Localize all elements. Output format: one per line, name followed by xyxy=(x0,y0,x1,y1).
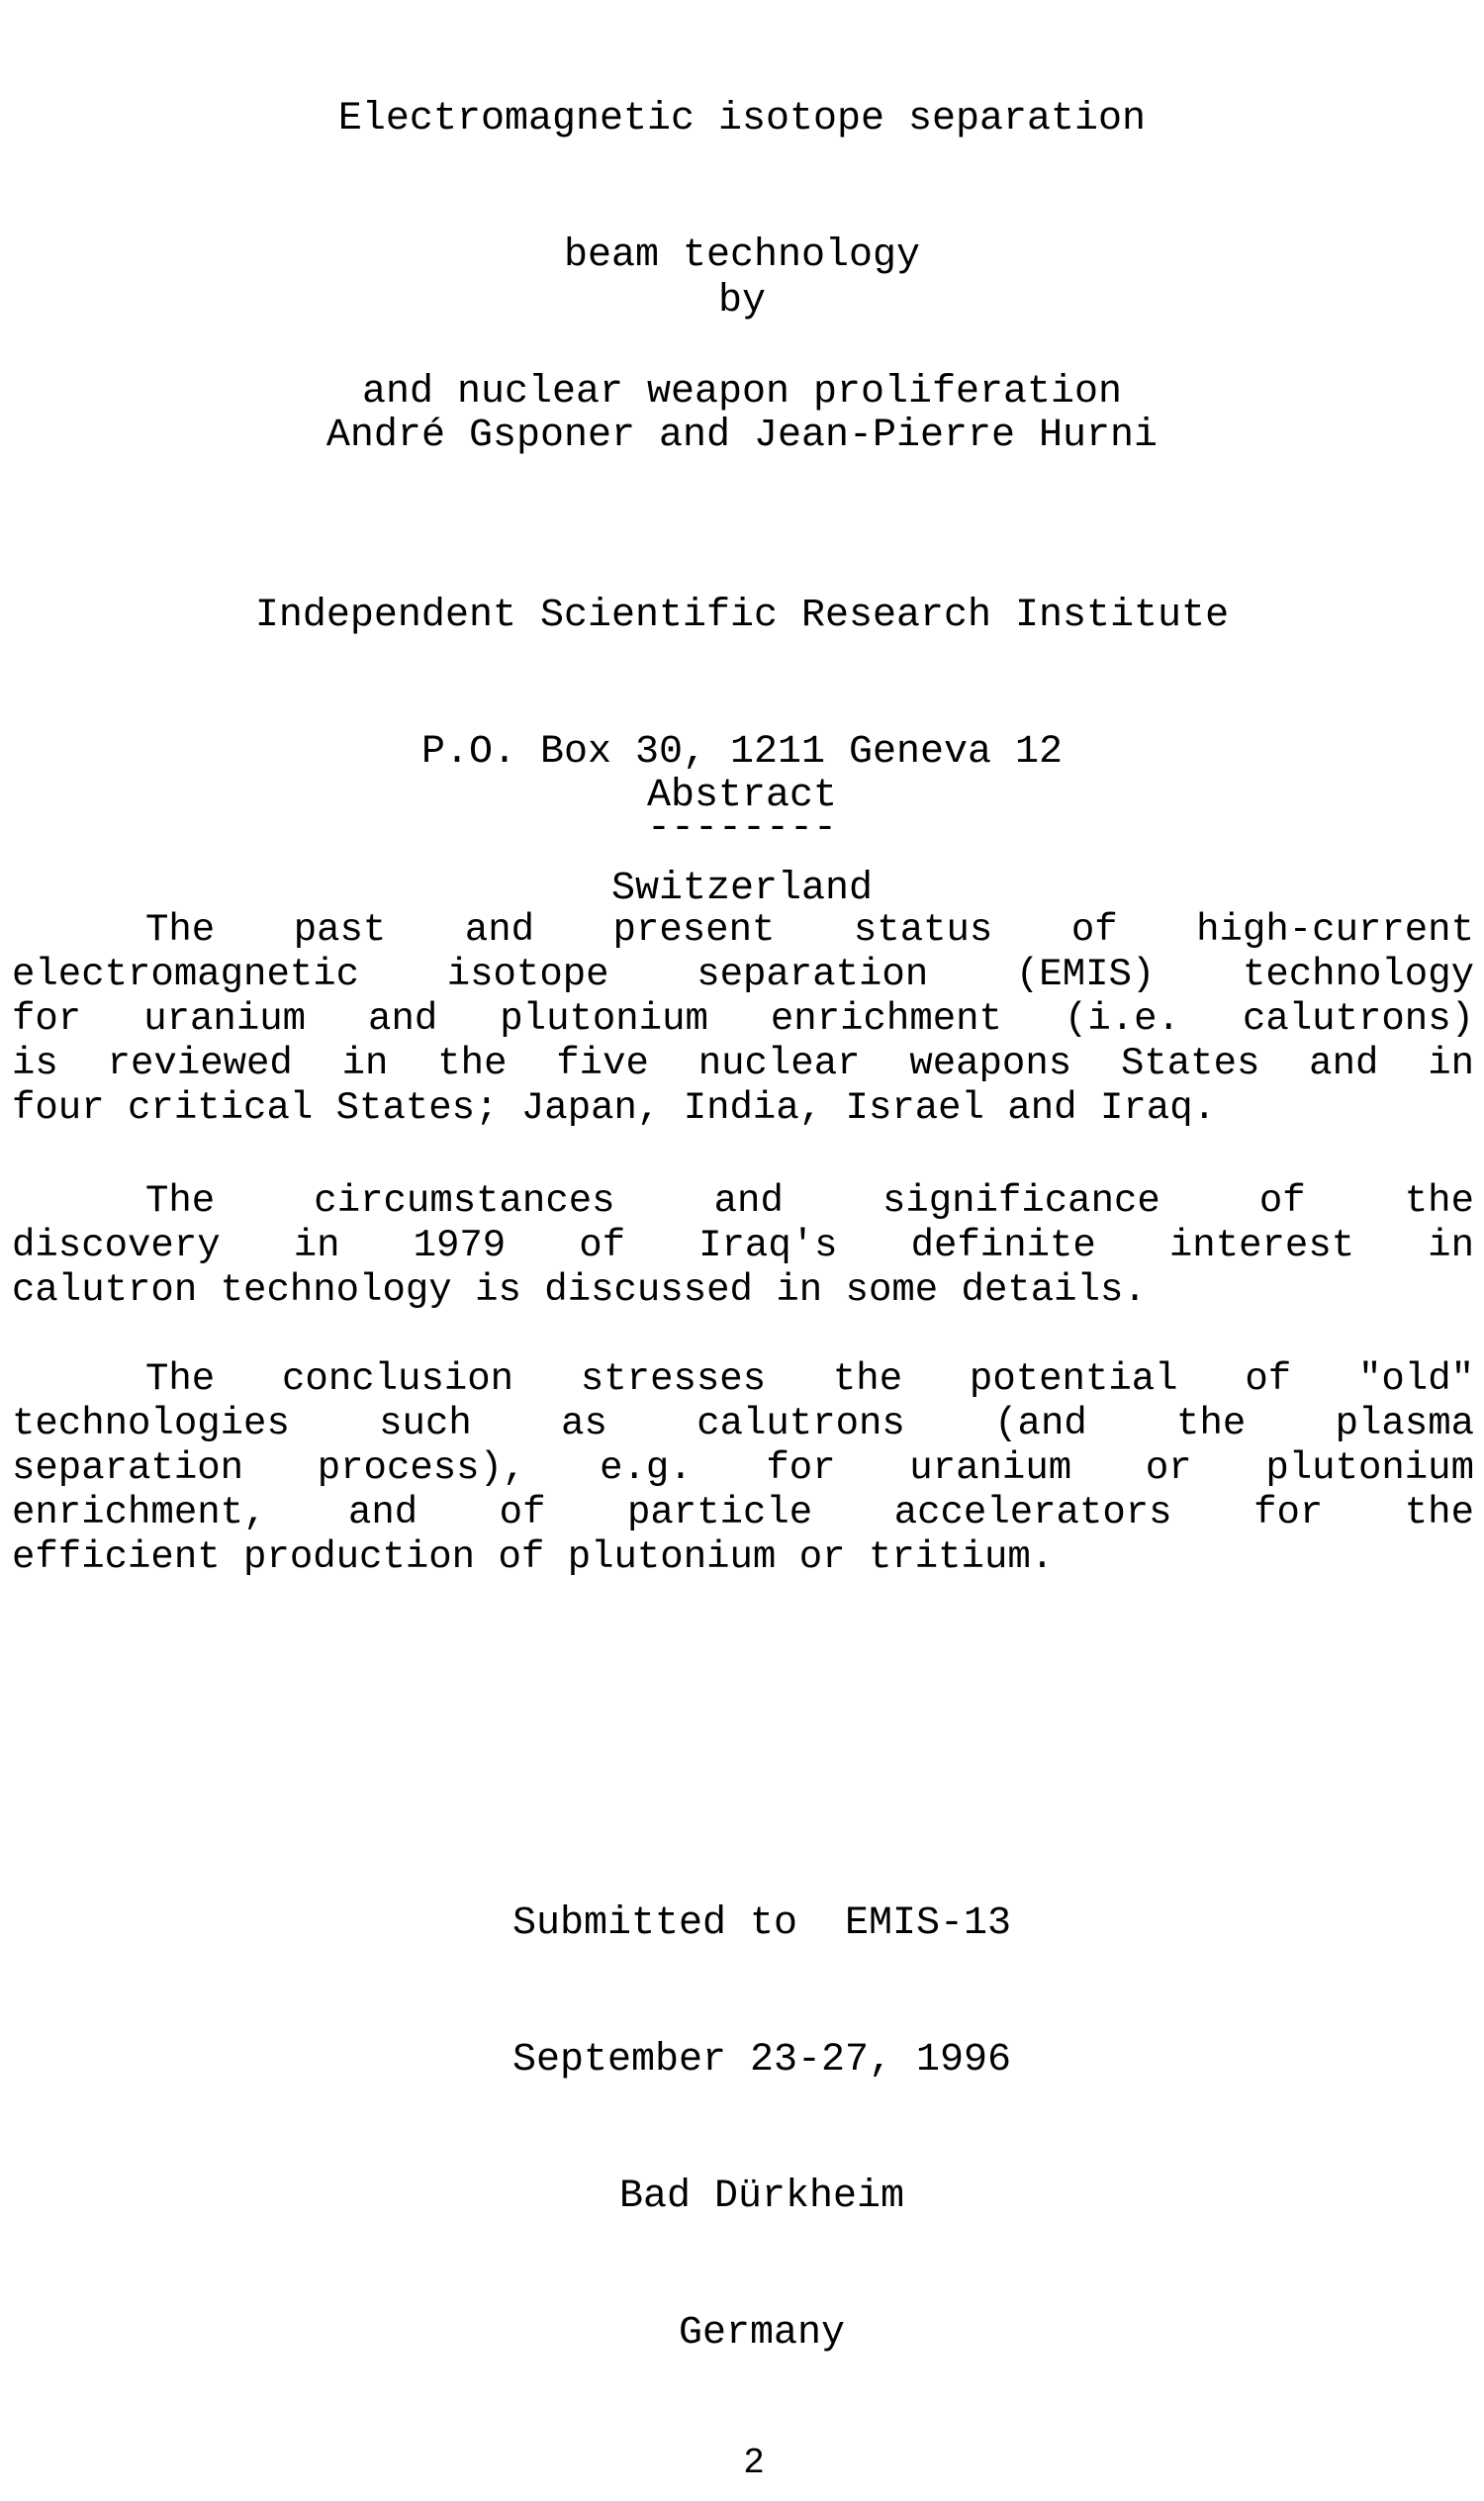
author-names: André Gsponer and Jean-Pierre Hurni xyxy=(325,414,1159,458)
submission-line: Submitted to EMIS-13 xyxy=(511,1901,1012,1946)
abstract-paragraph xyxy=(12,908,1474,1131)
title-line: Electromagnetic isotope separation xyxy=(337,97,1147,141)
abstract-heading: Abstract xyxy=(646,774,838,818)
submission-line: Bad Dürkheim xyxy=(618,2175,905,2219)
paragraph-line: separation process), e.g. for uranium or plutonium xyxy=(12,1446,1474,1490)
by-label: by xyxy=(717,279,766,324)
page-number: 2 xyxy=(743,2443,765,2483)
submission-line: September 23-27, 1996 xyxy=(511,2038,1012,2083)
paragraph-line: The conclusion stresses the potential of "old" xyxy=(145,1357,1474,1401)
affiliation-line: P.O. Box 30, 1211 Geneva 12 xyxy=(420,730,1064,775)
paragraph-line: four critical States; Japan, India, Israel and Iraq. xyxy=(12,1086,1216,1130)
submission-info xyxy=(20,1810,1484,2448)
paragraph-line: enrichment, and of particle accelerators for the xyxy=(12,1491,1474,1534)
abstract-paragraph xyxy=(12,1179,1474,1313)
paragraph-line: discovery in 1979 of Iraq's definite interest in xyxy=(12,1224,1474,1267)
affiliation-line: Independent Scientific Research Institute xyxy=(254,594,1230,638)
paragraph-line: The past and present status of high-current xyxy=(145,908,1474,952)
abstract-underline: -------- xyxy=(646,806,838,851)
title-line: and nuclear weapon proliferation xyxy=(361,370,1123,415)
submission-line: Germany xyxy=(678,2311,846,2356)
affiliation-line: Switzerland xyxy=(610,867,874,911)
paragraph-line: The circumstances and significance of the xyxy=(145,1179,1474,1223)
paragraph-line: is reviewed in the five nuclear weapons States and in xyxy=(12,1042,1474,1085)
paragraph-line: electromagnetic isotope separation (EMIS) technology xyxy=(12,953,1474,996)
paragraph-line: for uranium and plutonium enrichment (i.e. calutrons) xyxy=(12,997,1474,1041)
paragraph-line: efficient production of plutonium or tritium. xyxy=(12,1535,1055,1579)
paragraph-line: calutron technology is discussed in some details. xyxy=(12,1268,1147,1312)
paragraph-line: technologies such as calutrons (and the plasma xyxy=(12,1402,1474,1445)
abstract-paragraph xyxy=(12,1357,1474,1580)
title-line: beam technology xyxy=(563,233,921,278)
